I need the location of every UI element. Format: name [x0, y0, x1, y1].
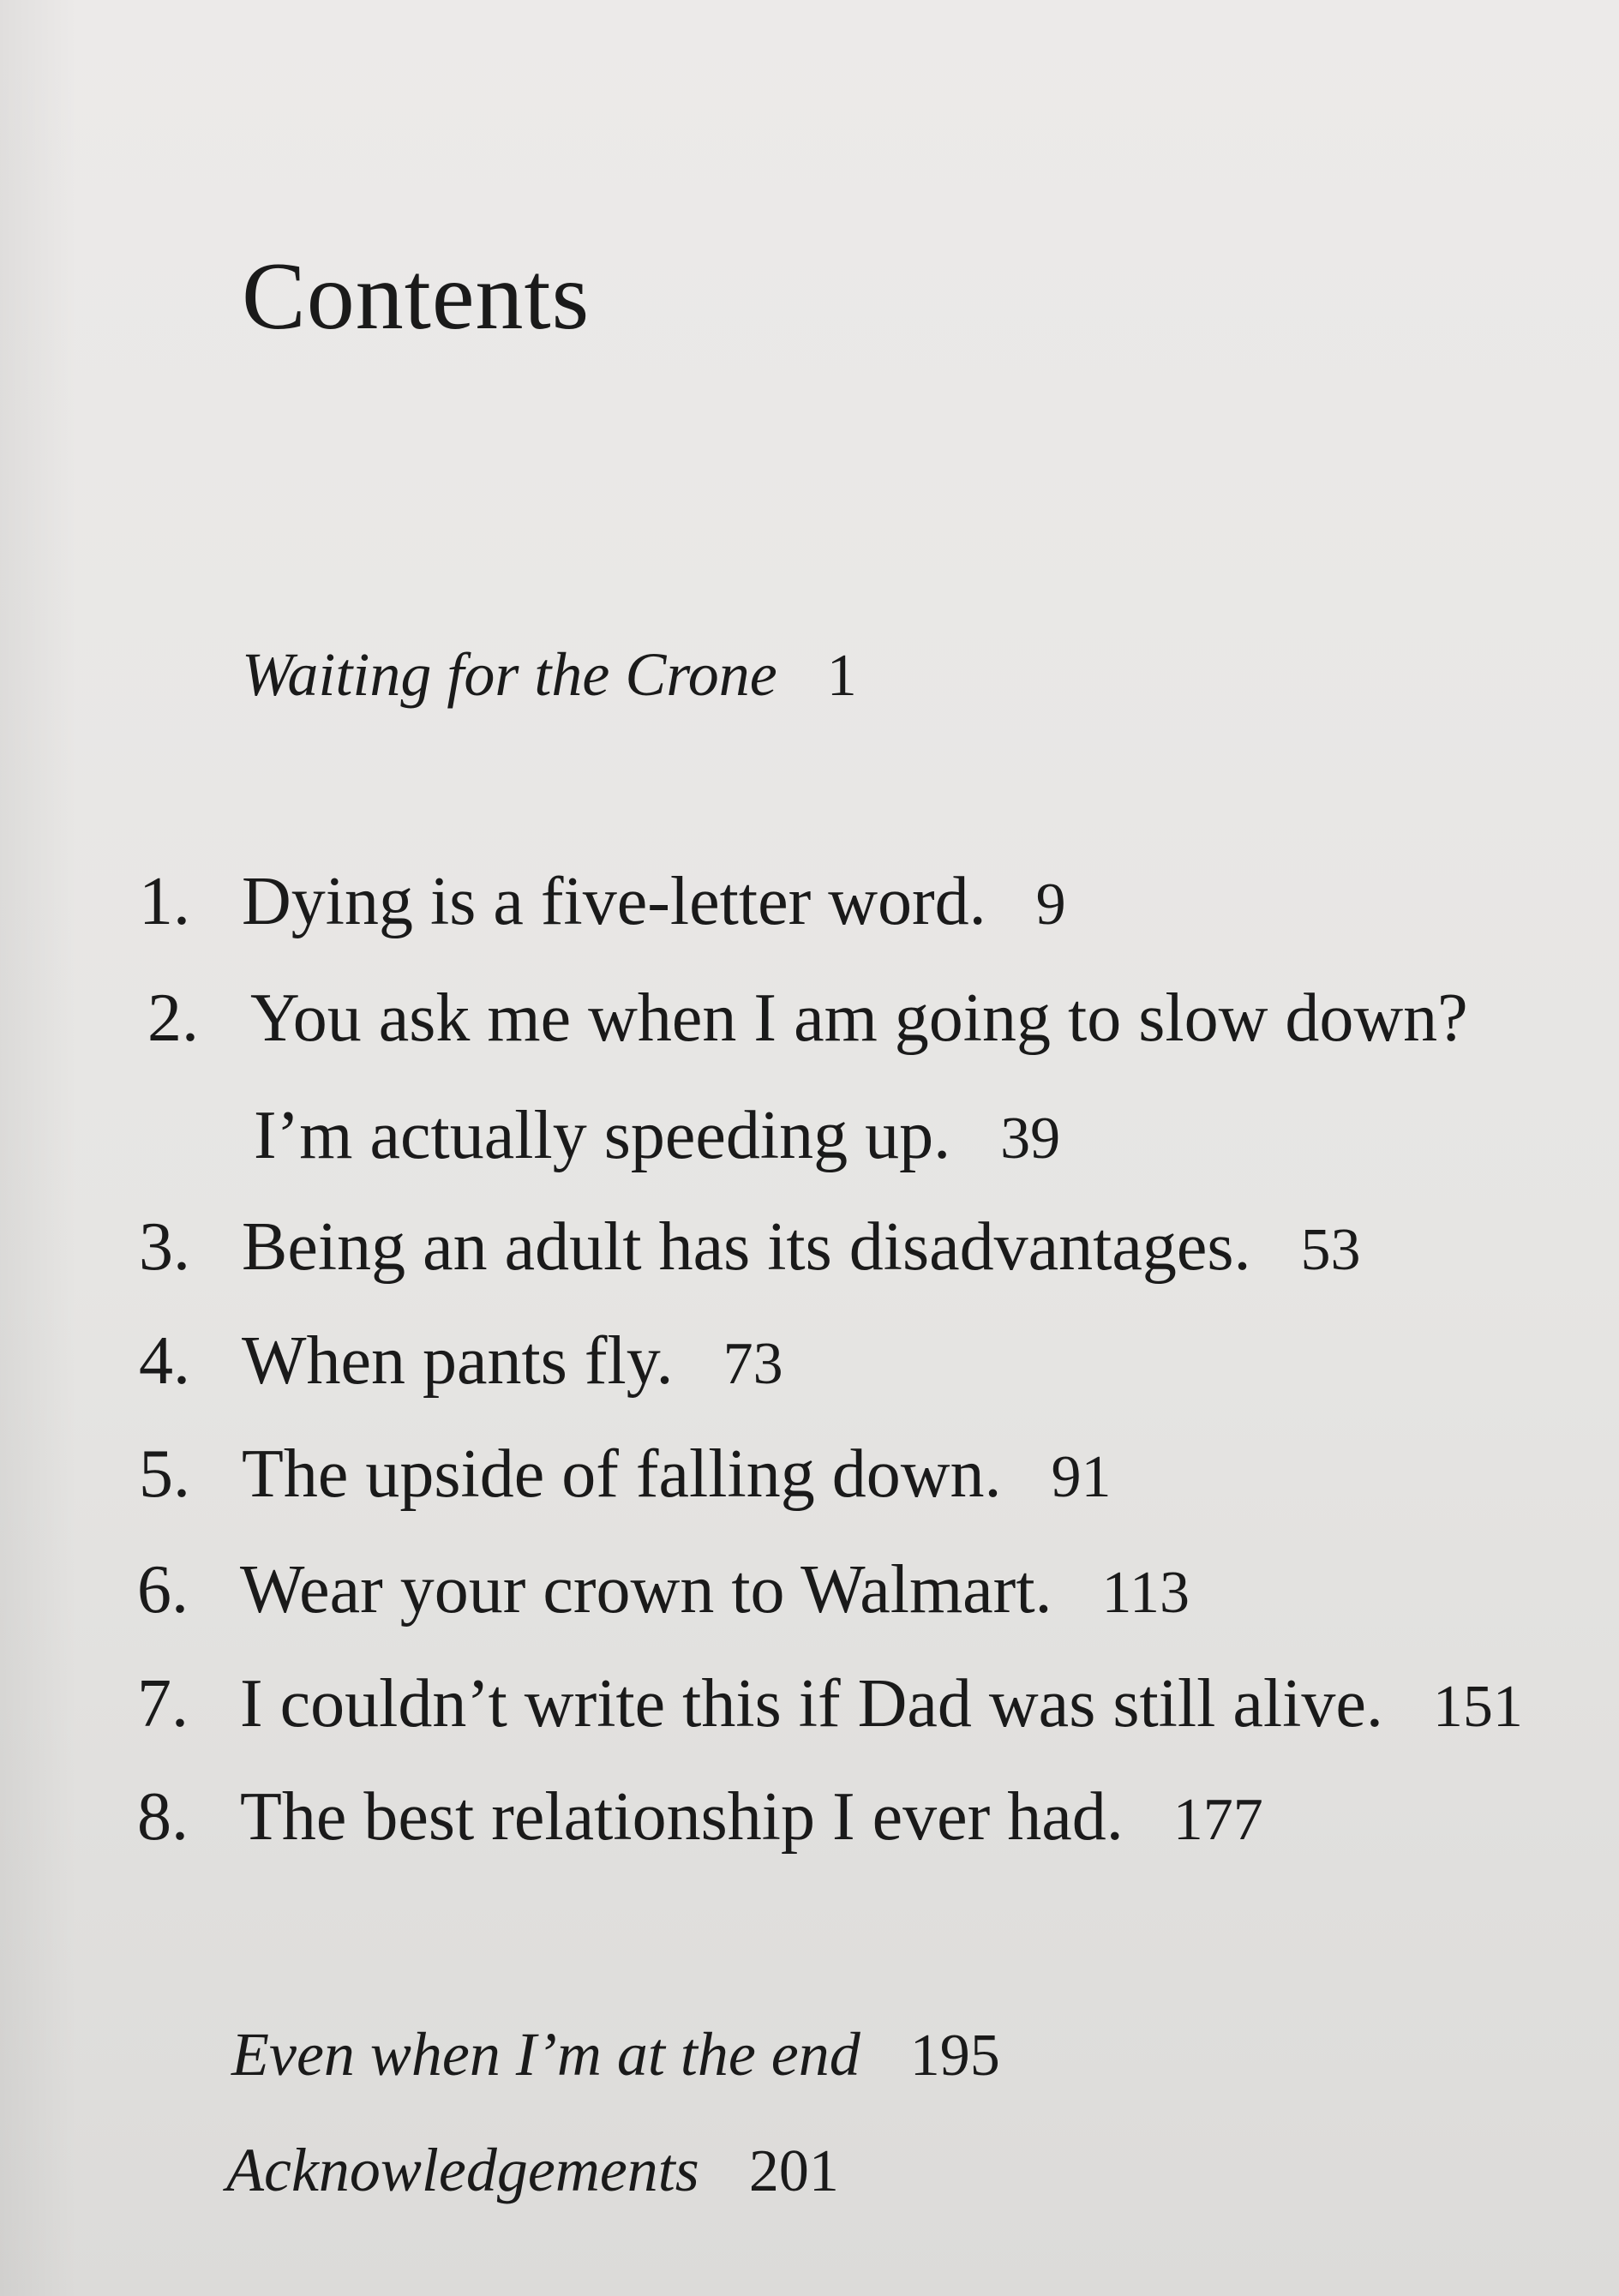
- toc-entry-title: I couldn’t write this if Dad was still alive.: [240, 1666, 1383, 1741]
- page-title: Contents: [242, 243, 591, 350]
- toc-entry-title: Being an adult has its disadvantages.: [242, 1209, 1251, 1285]
- page-edge-shadow: [0, 0, 77, 2296]
- toc-entry-page: 73: [723, 1331, 783, 1397]
- chapter-number: 7.: [137, 1666, 189, 1741]
- toc-entry-title-line1: You ask me when I am going to slow down?: [250, 980, 1468, 1056]
- chapter-number: 4.: [139, 1323, 190, 1399]
- chapter-number: 5.: [139, 1436, 190, 1512]
- toc-entry-chapter-7: [137, 1666, 1523, 1741]
- toc-entry-page: 1: [826, 643, 857, 709]
- toc-entry-chapter-6: [137, 1552, 1190, 1628]
- toc-entry-back-1: [231, 2018, 1000, 2087]
- toc-entry-page: 9: [1035, 872, 1066, 938]
- toc-entry-page: 151: [1432, 1674, 1523, 1740]
- toc-entry-title: Even when I’m at the end: [231, 2020, 860, 2089]
- chapter-number: 2.: [147, 980, 199, 1056]
- toc-entry-chapter-8: [137, 1779, 1263, 1855]
- toc-entry-title: Waiting for the Crone: [242, 640, 777, 709]
- toc-entry-title: Acknowledgements: [226, 2136, 699, 2204]
- toc-entry-title: Wear your crown to Walmart.: [240, 1552, 1052, 1628]
- chapter-number: 6.: [137, 1552, 189, 1628]
- toc-entry-title: Dying is a five-letter word.: [242, 864, 986, 939]
- toc-entry-page: 91: [1051, 1444, 1112, 1510]
- toc-entry-page: 177: [1172, 1787, 1263, 1853]
- toc-entry-chapter-2: [147, 980, 1468, 1056]
- toc-entry-chapter-1: [139, 864, 1066, 939]
- toc-entry-page: 201: [748, 2138, 839, 2204]
- toc-entry-page: 195: [909, 2023, 1000, 2089]
- toc-entry-page: 53: [1300, 1217, 1361, 1283]
- toc-entry-title: The best relationship I ever had.: [240, 1779, 1124, 1855]
- toc-entry-page: 113: [1101, 1560, 1190, 1626]
- toc-entry-back-2: [226, 2134, 839, 2203]
- chapter-number: 8.: [137, 1779, 189, 1855]
- toc-entry-title-line2: I’m actually speeding up.: [254, 1098, 951, 1173]
- toc-entry-title: When pants fly.: [242, 1323, 674, 1399]
- toc-entry-chapter-3: [139, 1209, 1361, 1285]
- toc-entry-page: 39: [1000, 1106, 1061, 1172]
- toc-entry-title: The upside of falling down.: [242, 1436, 1002, 1512]
- toc-entry-chapter-4: [139, 1323, 783, 1399]
- toc-entry-chapter-5: [139, 1436, 1112, 1512]
- chapter-number: 3.: [139, 1209, 190, 1285]
- toc-entry-front-1: [242, 638, 857, 707]
- chapter-number: 1.: [139, 864, 190, 939]
- toc-entry-chapter-2-continued: [254, 1098, 1061, 1173]
